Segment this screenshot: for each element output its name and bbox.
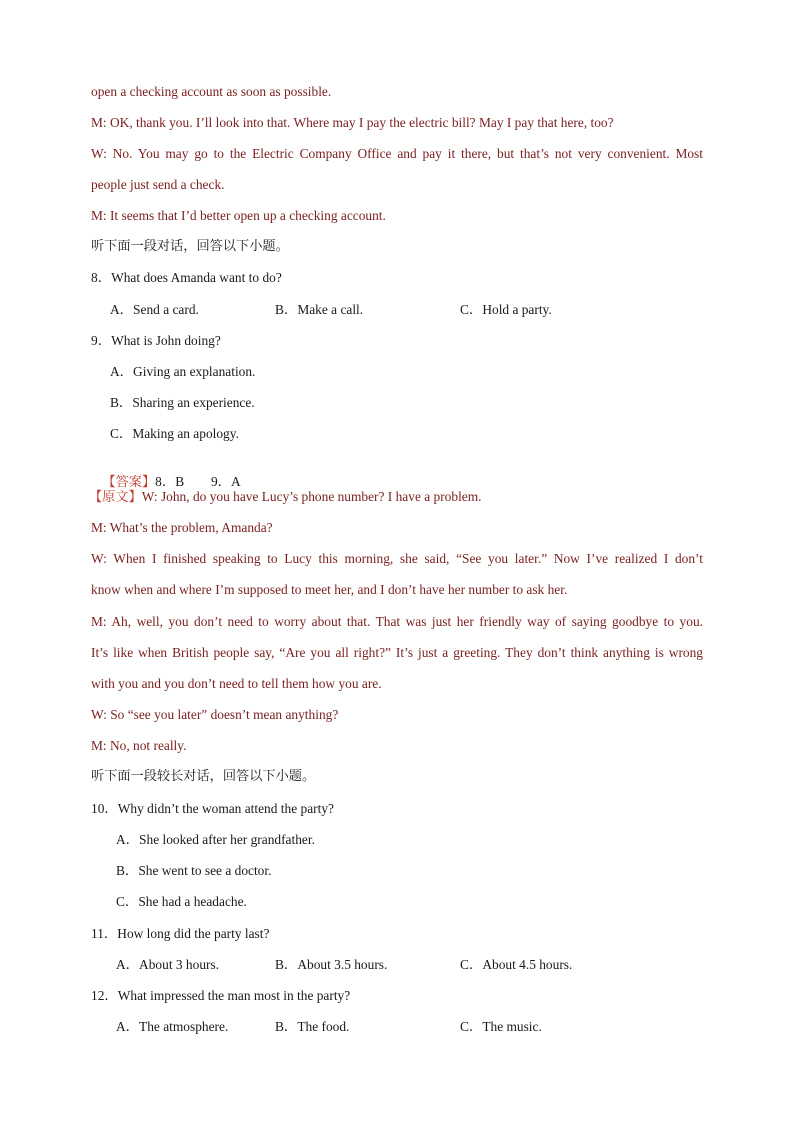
question-text: What does Amanda want to do? — [111, 270, 282, 285]
transcript-line: M: Ah, well, you don’t need to worry about that. That was just her friendly way of saying goodbye to you. — [91, 614, 703, 629]
question-number: 11． — [91, 926, 118, 941]
transcript-line: know when and where I’m supposed to meet her, and I don’t have her number to ask her. — [91, 582, 568, 597]
answer-text: 8．B 9．A — [155, 474, 241, 489]
question-9 — [91, 333, 221, 349]
transcript-line: M: What’s the problem, Amanda? — [91, 520, 273, 535]
transcript-text: W: John, do you have Lucy’s phone number? I have a problem. — [141, 489, 482, 504]
option-c: C．Making an apology. — [110, 426, 239, 441]
option-a: A．Giving an explanation. — [110, 364, 256, 379]
option-c: C．About 4.5 hours. — [460, 957, 573, 972]
dialogue-line: M: OK, thank you. I’ll look into that. Where may I pay the electric bill? May I pay that here, too? — [91, 115, 614, 130]
transcript-line: W: So “see you later” doesn’t mean anything? — [91, 707, 339, 722]
transcript-line — [89, 489, 482, 506]
question-text: What is John doing? — [111, 333, 221, 348]
transcript-line: W: When I finished speaking to Lucy this morning, she said, “See you later.” Now I’ve realized I don’t — [91, 551, 703, 566]
dialogue-line: people just send a check. — [91, 177, 225, 192]
question-12 — [91, 988, 350, 1004]
question-text: How long did the party last? — [117, 926, 270, 941]
transcript-line: It’s like when British people say, “Are you all right?” It’s just a greeting. They don’t think anything is wrong — [91, 645, 703, 660]
dialogue-line: open a checking account as soon as possible. — [91, 84, 332, 99]
dialogue-line: W: No. You may go to the Electric Company Office and pay it there, but that’s not very convenient. Most — [91, 146, 703, 161]
option-b: B．Sharing an experience. — [110, 395, 255, 410]
question-number: 8． — [91, 270, 112, 285]
question-text: Why didn’t the woman attend the party? — [117, 801, 334, 816]
option-b: B．The food. — [275, 1019, 350, 1034]
answer-label: 【答案】 — [102, 475, 156, 490]
question-8 — [91, 270, 282, 286]
transcript-label: 【原文】 — [89, 490, 142, 505]
option-a: A．Send a card. — [110, 302, 199, 317]
question-10 — [91, 801, 334, 817]
option-a: A．About 3 hours. — [116, 957, 220, 972]
option-b: B．About 3.5 hours. — [275, 957, 388, 972]
question-number: 10． — [91, 801, 118, 816]
option-a: A．She looked after her grandfather. — [116, 832, 315, 847]
section-heading: 听下面一段对话，回答以下小题。 — [91, 239, 289, 254]
option-a: A．The atmosphere. — [116, 1019, 229, 1034]
dialogue-line: M: It seems that I’d better open up a checking account. — [91, 208, 386, 223]
question-number: 9． — [91, 333, 112, 348]
option-b: B．Make a call. — [275, 302, 364, 317]
question-11 — [91, 926, 269, 942]
document-page — [91, 0, 703, 1123]
question-text: What impressed the man most in the party? — [117, 988, 351, 1003]
option-c: C．She had a headache. — [116, 894, 247, 909]
section-heading: 听下面一段较长对话，回答以下小题。 — [91, 769, 316, 784]
question-number: 12． — [91, 988, 118, 1003]
option-c: C．Hold a party. — [460, 302, 552, 317]
option-b: B．She went to see a doctor. — [116, 863, 272, 878]
transcript-line: with you and you don’t need to tell them how you are. — [91, 676, 382, 691]
option-c: C．The music. — [460, 1019, 542, 1034]
transcript-line: M: No, not really. — [91, 738, 187, 753]
